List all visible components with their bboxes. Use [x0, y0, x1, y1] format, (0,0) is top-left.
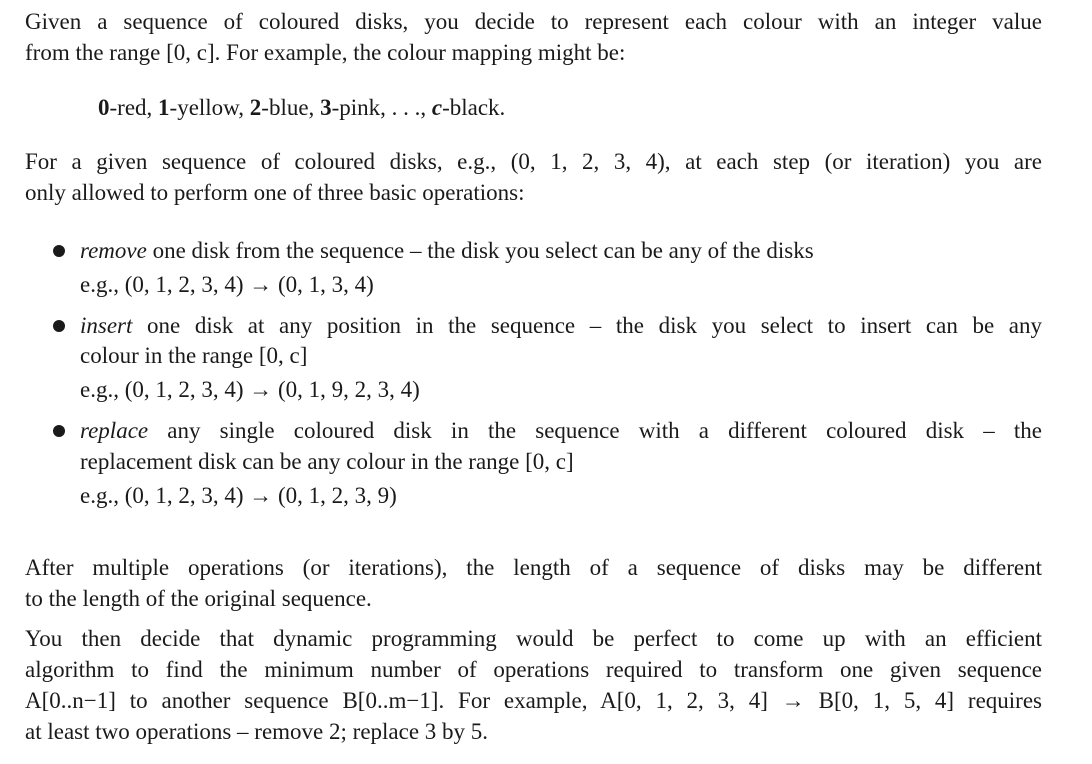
mapping-label-3: -pink, . . .,: [331, 95, 432, 120]
operation-remove-description: one disk from the sequence – the disk you select can be any of the disks: [146, 238, 814, 263]
para3-line-2: to the length of the original sequence.: [25, 586, 372, 611]
mapping-label-0: -red,: [109, 95, 159, 120]
para4-line-4: at least two operations – remove 2; replace 3 by 5.: [25, 719, 489, 744]
mapping-value-0: 0: [98, 95, 110, 120]
operation-replace-line-1: [80, 415, 1042, 446]
operation-replace-term: replace: [80, 418, 149, 443]
operation-insert-line-2: colour in the range [0, c]: [80, 343, 308, 368]
operation-replace-description: any single coloured disk in the sequence with a different coloured disk – the: [148, 418, 1042, 443]
operation-replace-line-2: replacement disk can be any colour in the range [0, c]: [80, 449, 574, 474]
bullet-replace: [53, 425, 65, 437]
para2-line-2: only allowed to perform one of three basic operations:: [25, 180, 525, 205]
para4-line-2: algorithm to find the minimum number of operations required to transform one given sequence: [25, 657, 1042, 682]
mapping-label-1: -yellow,: [169, 95, 250, 120]
operation-remove-term: remove: [80, 238, 147, 263]
operation-insert-line-1: [80, 310, 1042, 341]
bullet-insert: [53, 320, 65, 332]
para2-line-1: For a given sequence of coloured disks, e.g., (0, 1, 2, 3, 4), at each step (or iteration) you are: [25, 149, 1042, 174]
para4-line-3: A[0..n−1] to another sequence B[0..m−1]. For example, A[0, 1, 2, 3, 4] → B[0, 1, 5, 4] requires: [25, 688, 1042, 713]
bullet-remove: [53, 245, 65, 257]
colour-mapping: [98, 92, 505, 123]
mapping-value-3: 3: [320, 95, 332, 120]
intro-line-2: from the range [0, c]. For example, the colour mapping might be:: [25, 40, 626, 65]
operation-replace-example: e.g., (0, 1, 2, 3, 4) → (0, 1, 2, 3, 9): [80, 483, 397, 508]
para4-line-1: You then decide that dynamic programming would be perfect to come up with an efficient: [25, 626, 1042, 651]
operation-insert-description: one disk at any position in the sequence – the disk you select to insert can be any: [132, 313, 1042, 338]
mapping-value-1: 1: [158, 95, 170, 120]
operation-remove-example: e.g., (0, 1, 2, 3, 4) → (0, 1, 3, 4): [80, 272, 374, 297]
operation-remove-line-1: [80, 235, 1042, 266]
operation-insert-example: e.g., (0, 1, 2, 3, 4) → (0, 1, 9, 2, 3, 4): [80, 377, 420, 402]
mapping-value-2: 2: [249, 95, 262, 120]
mapping-label-c: -black.: [442, 95, 506, 120]
mapping-value-c: c: [431, 95, 443, 120]
para3-line-1: After multiple operations (or iterations), the length of a sequence of disks may be different: [25, 555, 1042, 580]
mapping-label-2: -blue,: [261, 95, 321, 120]
operation-insert-term: insert: [80, 313, 133, 338]
intro-line-1: Given a sequence of coloured disks, you decide to represent each colour with an integer value: [25, 9, 1042, 34]
